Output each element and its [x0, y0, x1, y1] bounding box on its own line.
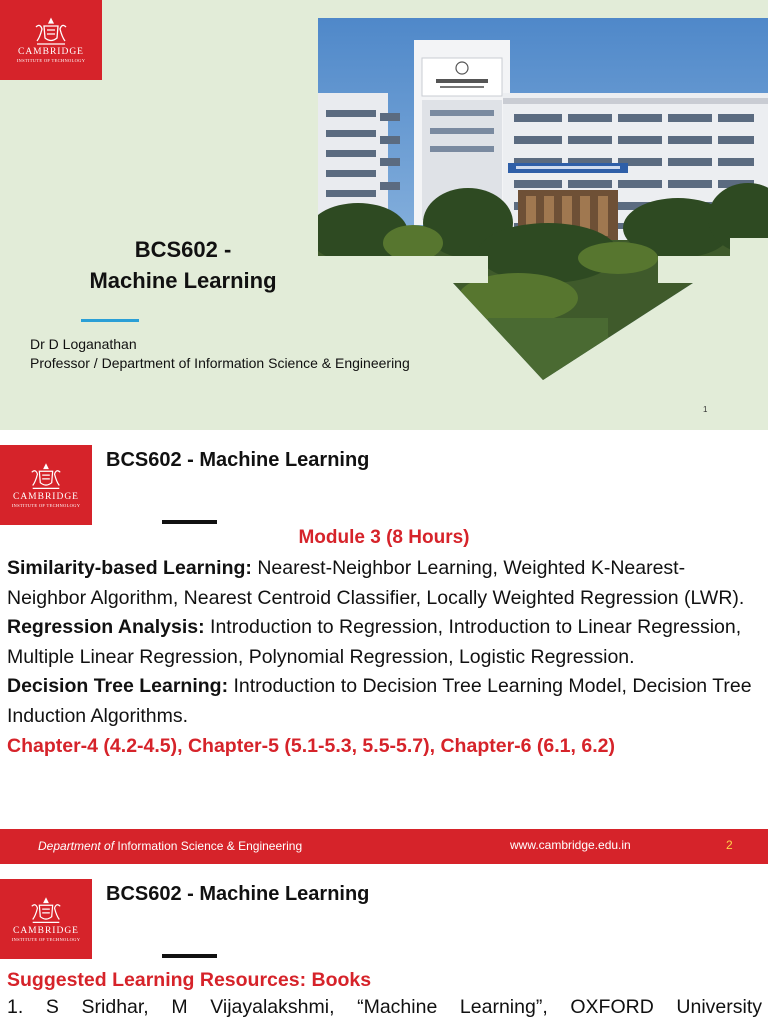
brand-subtitle: INSTITUTE OF TECHNOLOGY — [11, 502, 81, 508]
brand-name: CAMBRIDGE — [17, 47, 84, 57]
slide-footer — [0, 829, 768, 864]
title-line-2: Machine Learning — [89, 268, 277, 293]
presentation-title — [58, 234, 308, 296]
module-heading: Module 3 (8 Hours) — [298, 527, 470, 548]
book-reference: 1. S Sridhar, M Vijayalakshmi, “Machine Learning”, OXFORD University — [7, 996, 762, 1018]
footer-dept-name: Information Science & Engineering — [114, 839, 303, 853]
books-heading: Suggested Learning Resources: Books — [7, 969, 372, 991]
cambridge-logo — [0, 0, 102, 80]
title-underline — [162, 954, 217, 958]
topic-paragraph — [7, 613, 762, 672]
slide-number: 1 — [703, 405, 708, 414]
chapter-references: Chapter-4 (4.2-4.5), Chapter-5 (5.1-5.3, 5.5-5.7), Chapter-6 (6.1, 6.2) — [7, 734, 615, 757]
module-slide — [0, 430, 768, 864]
topic-paragraph — [7, 554, 762, 613]
author-name: Dr D Loganathan — [30, 336, 137, 352]
crest-icon — [31, 17, 71, 47]
topic-text: Introduction to Regression, Introduction to Linear Regression, Multiple Linear Regression, Polynomial Regression, Logistic Regression. — [7, 616, 742, 668]
title-slide — [0, 0, 768, 430]
topic-heading: Similarity-based Learning: — [7, 557, 252, 579]
title-accent-line — [81, 319, 139, 322]
footer-page-number: 2 — [726, 838, 733, 852]
footer-dept-italic: Department of — [38, 839, 115, 853]
footer-website-link[interactable]: www.cambridge.edu.in — [510, 838, 631, 852]
author-block — [30, 335, 410, 373]
cambridge-logo — [0, 879, 92, 959]
brand-subtitle: INSTITUTE OF TECHNOLOGY — [16, 57, 86, 63]
slide-title: BCS602 - Machine Learning — [106, 883, 370, 905]
crest-icon — [27, 462, 65, 492]
brand-subtitle: INSTITUTE OF TECHNOLOGY — [11, 936, 81, 942]
cambridge-logo — [0, 445, 92, 525]
title-line-1: BCS602 - — [134, 237, 232, 262]
topic-heading: Regression Analysis: — [7, 616, 205, 639]
topic-paragraph — [7, 672, 762, 731]
brand-name: CAMBRIDGE — [12, 492, 79, 502]
topic-heading: Decision Tree Learning: — [7, 675, 229, 698]
topic-text: Nearest-Neighbor Learning, Weighted K-Nearest-Neighbor Algorithm, Nearest Centroid Classifier, Locally Weighted Regression (LWR). — [7, 557, 745, 609]
topic-text: Introduction to Decision Tree Learning Model, Decision Tree Induction Algorithms. — [7, 675, 752, 727]
author-role: Professor / Department of Information Science & Engineering — [30, 355, 410, 371]
campus-building-photo — [318, 18, 768, 380]
brand-name: CAMBRIDGE — [12, 926, 79, 936]
resources-slide — [0, 864, 768, 1024]
slide-title: BCS602 - Machine Learning — [106, 449, 370, 471]
module-content — [7, 554, 762, 761]
title-underline — [162, 520, 217, 524]
footer-department — [38, 839, 302, 853]
crest-icon — [27, 896, 65, 926]
